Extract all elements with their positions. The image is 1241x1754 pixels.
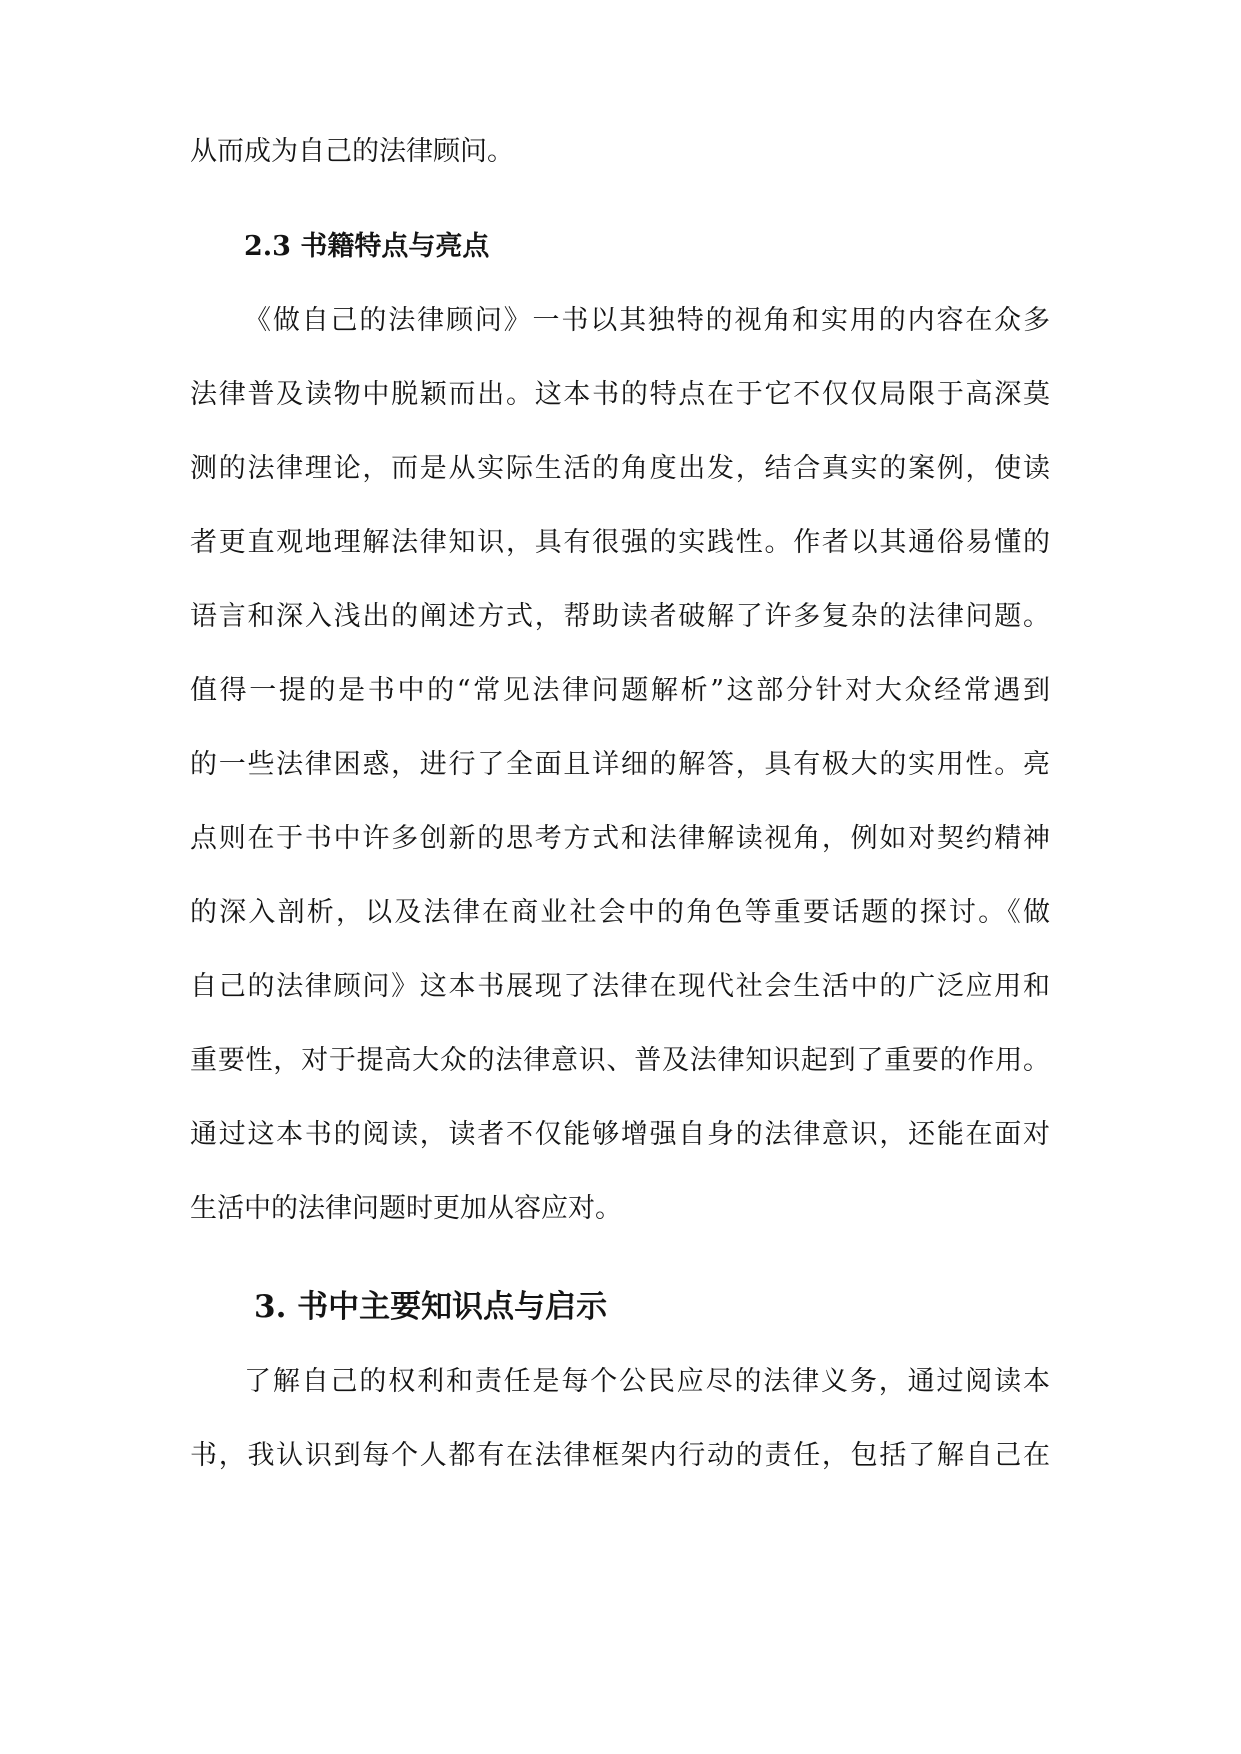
paragraph-line: 值得一提的是书中的“常见法律问题解析”这部分针对大众经常遇到 (190, 675, 1050, 706)
paragraph-line: 点则在于书中许多创新的思考方式和法律解读视角，例如对契约精神 (190, 823, 1050, 854)
section-heading-2-3: 2.3 书籍特点与亮点 (244, 231, 490, 262)
paragraph-line: 测的法律理论，而是从实际生活的角度出发，结合真实的案例，使读 (190, 453, 1050, 484)
paragraph-line: 自己的法律顾问》这本书展现了法律在现代社会生活中的广泛应用和 (190, 971, 1050, 1002)
paragraph-line: 生活中的法律问题时更加从容应对。 (190, 1193, 622, 1224)
paragraph-line: 者更直观地理解法律知识，具有很强的实践性。作者以其通俗易懂的 (190, 527, 1050, 558)
section-heading-3: 3. 书中主要知识点与启示 (254, 1289, 608, 1325)
paragraph-line: 语言和深入浅出的阐述方式，帮助读者破解了许多复杂的法律问题。 (190, 601, 1050, 632)
paragraph-line: 的一些法律困惑，进行了全面且详细的解答，具有极大的实用性。亮 (190, 749, 1050, 780)
paragraph-line: 从而成为自己的法律顾问。 (190, 136, 514, 167)
paragraph-line: 《做自己的法律顾问》一书以其独特的视角和实用的内容在众多 (244, 305, 1050, 336)
paragraph-line: 法律普及读物中脱颖而出。这本书的特点在于它不仅仅局限于高深莫 (190, 379, 1050, 410)
paragraph-line: 的深入剖析，以及法律在商业社会中的角色等重要话题的探讨。《做 (190, 897, 1050, 928)
paragraph-line: 重要性，对于提高大众的法律意识、普及法律知识起到了重要的作用。 (190, 1045, 1050, 1076)
paragraph-line: 了解自己的权利和责任是每个公民应尽的法律义务，通过阅读本 (244, 1366, 1050, 1397)
paragraph-line: 书，我认识到每个人都有在法律框架内行动的责任，包括了解自己在 (190, 1440, 1050, 1471)
paragraph-line: 通过这本书的阅读，读者不仅能够增强自身的法律意识，还能在面对 (190, 1119, 1050, 1150)
